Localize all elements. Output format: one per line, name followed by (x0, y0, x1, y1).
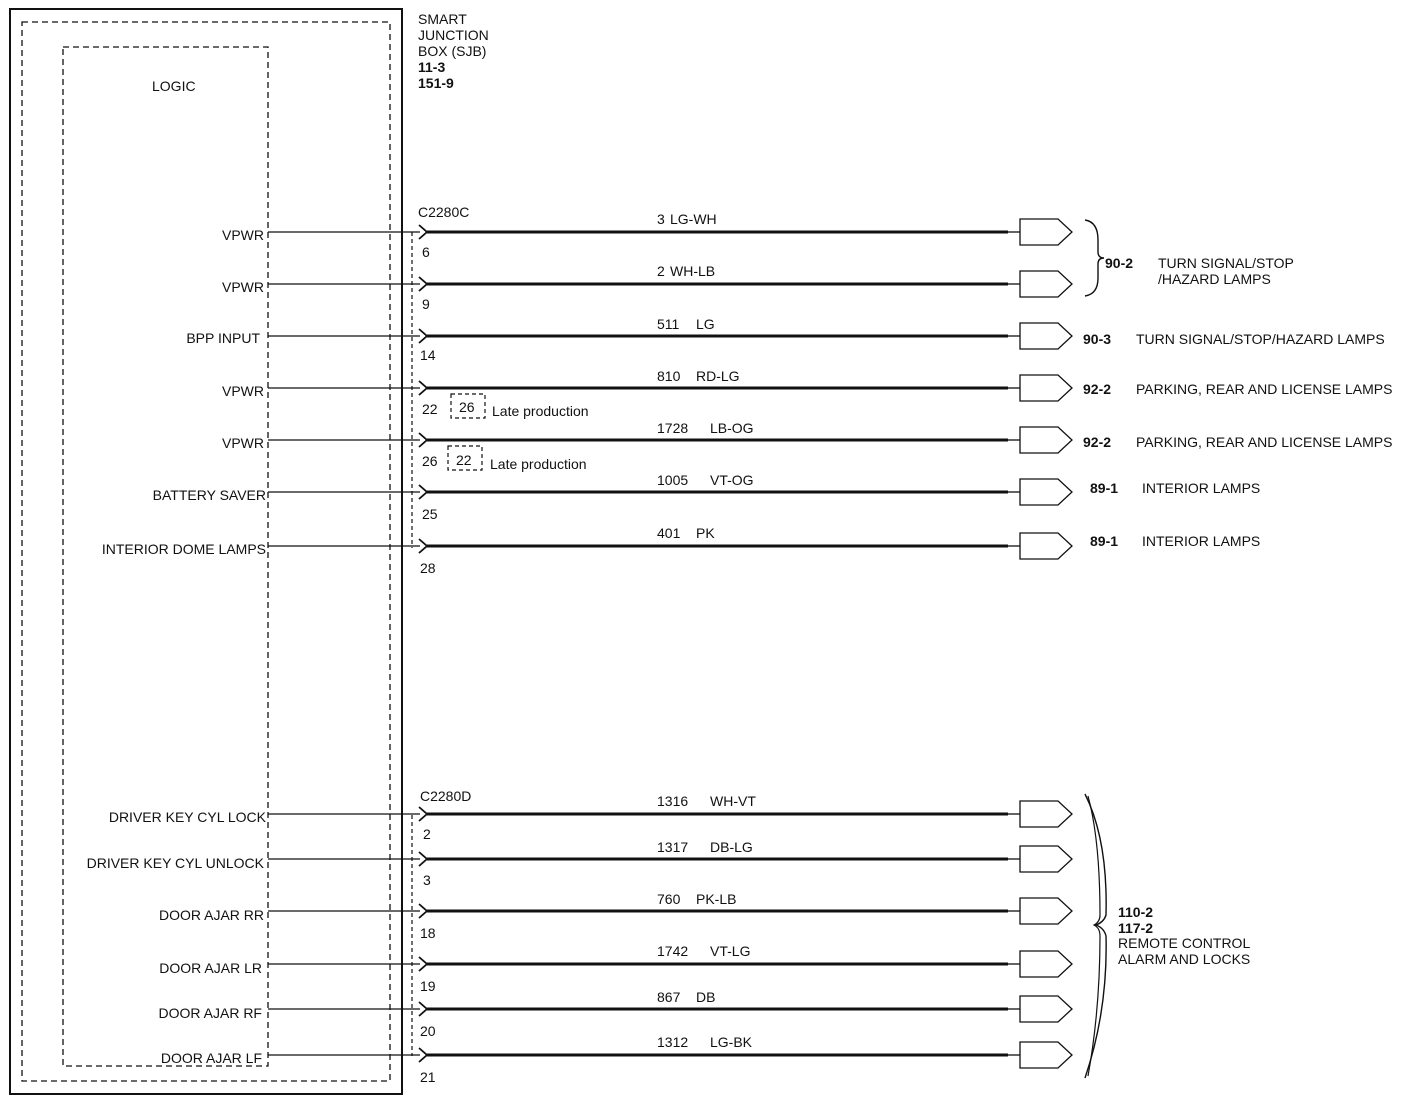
connector-name-c2280c: C2280C (418, 204, 470, 220)
destination-desc: PARKING, REAR AND LICENSE LAMPS (1136, 434, 1393, 450)
wire-c2280d-pin-2 (109, 793, 1072, 842)
wire-signal-label: VPWR (222, 227, 264, 243)
destination-desc: /HAZARD LAMPS (1158, 271, 1271, 287)
wire-signal-label: VPWR (222, 279, 264, 295)
pin-chevron-icon (419, 852, 427, 866)
destination-desc: INTERIOR LAMPS (1142, 480, 1261, 496)
wire-signal-label: DOOR AJAR RF (158, 1005, 262, 1021)
pin-chevron-icon (419, 277, 427, 291)
wire-circuit-number: 1742 (657, 943, 689, 959)
destination-92-2 (1083, 434, 1392, 450)
wire-signal-label: BPP INPUT (186, 330, 260, 346)
pin-chevron-icon (419, 485, 427, 499)
wire-circuit-number: 1005 (657, 472, 689, 488)
destination-desc: PARKING, REAR AND LICENSE LAMPS (1136, 381, 1393, 397)
alt-pin-note: Late production (490, 456, 587, 472)
wire-pin-number: 6 (422, 244, 430, 260)
wire-color-code: LB-OG (710, 420, 754, 436)
pin-chevron-icon (419, 1002, 427, 1016)
wire-signal-label: VPWR (222, 383, 264, 399)
wire-color-code: LG-WH (670, 211, 717, 227)
terminal-connector-icon (1020, 219, 1072, 245)
destination-ref: 117-2 (1118, 920, 1154, 936)
wire-c2280d-pin-21 (161, 1034, 1072, 1085)
wire-color-code: LG-BK (710, 1034, 753, 1050)
destination-ref: 89-1 (1090, 533, 1119, 549)
sjb-title-line: BOX (SJB) (418, 43, 487, 59)
destination-desc: TURN SIGNAL/STOP/HAZARD LAMPS (1136, 331, 1385, 347)
wire-color-code: LG (696, 316, 715, 332)
wire-c2280c-pin-6 (222, 211, 1072, 260)
terminal-connector-icon (1020, 427, 1072, 453)
wire-circuit-number: 867 (657, 989, 681, 1005)
wire-circuit-number: 1317 (657, 839, 689, 855)
wire-pin-number: 3 (423, 872, 431, 888)
destination-ref: 110-2 (1118, 904, 1154, 920)
pin-chevron-icon (419, 904, 427, 918)
destination-ref: 89-1 (1090, 480, 1119, 496)
wire-color-code: DB (696, 989, 716, 1005)
wire-pin-number: 26 (422, 453, 438, 469)
terminal-connector-icon (1020, 271, 1072, 297)
wire-pin-number: 9 (422, 296, 430, 312)
wire-c2280c-pin-9 (222, 263, 1072, 312)
brace-icon (1088, 796, 1100, 1076)
wire-pin-number: 28 (420, 560, 436, 576)
terminal-connector-icon (1020, 479, 1072, 505)
sjb-ref: 151-9 (418, 75, 454, 91)
wire-signal-label: DRIVER KEY CYL UNLOCK (86, 855, 264, 871)
wire-circuit-number: 3 (657, 211, 665, 227)
wire-color-code: WH-LB (670, 263, 716, 279)
wire-color-code: VT-OG (710, 472, 754, 488)
alt-pin-number: 22 (456, 452, 472, 468)
pin-chevron-icon (419, 433, 427, 447)
wire-c2280c-pin-22 (222, 368, 1072, 419)
sjb-title (418, 11, 489, 91)
alt-pin-number: 26 (459, 399, 475, 415)
destination-ref: 90-3 (1083, 331, 1112, 347)
terminal-connector-icon (1020, 533, 1072, 559)
wire-color-code: RD-LG (696, 368, 740, 384)
terminal-connector-icon (1020, 996, 1072, 1022)
wire-circuit-number: 1316 (657, 793, 689, 809)
pin-chevron-icon (419, 539, 427, 553)
wire-c2280d-pin-19 (159, 943, 1072, 994)
wire-color-code: DB-LG (710, 839, 753, 855)
wire-color-code: VT-LG (710, 943, 751, 959)
wire-circuit-number: 401 (657, 525, 681, 541)
terminal-connector-icon (1020, 951, 1072, 977)
destination-desc: TURN SIGNAL/STOP (1158, 255, 1294, 271)
destination-ref: 90-2 (1105, 255, 1134, 271)
pin-chevron-icon (419, 381, 427, 395)
connector-name-c2280d: C2280D (420, 788, 472, 804)
wire-signal-label: INTERIOR DOME LAMPS (101, 541, 266, 557)
terminal-connector-icon (1020, 375, 1072, 401)
destination-90-3 (1083, 331, 1385, 347)
wire-pin-number: 18 (420, 925, 436, 941)
logic-label: LOGIC (152, 78, 196, 94)
wire-c2280c-pin-28 (102, 525, 1072, 576)
pin-chevron-icon (419, 957, 427, 971)
wire-color-code: WH-VT (710, 793, 756, 809)
wire-circuit-number: 511 (657, 316, 680, 332)
wire-signal-label: DRIVER KEY CYL LOCK (108, 809, 266, 825)
destination-90-2 (1105, 255, 1294, 287)
destination-ref: 92-2 (1083, 381, 1112, 397)
wire-pin-number: 25 (422, 506, 438, 522)
wire-c2280d-pin-18 (159, 891, 1072, 941)
wire-circuit-number: 1728 (657, 420, 689, 436)
terminal-connector-icon (1020, 1042, 1072, 1068)
pin-chevron-icon (419, 225, 427, 239)
terminal-connector-icon (1020, 898, 1072, 924)
wire-pin-number: 22 (422, 401, 438, 417)
pin-chevron-icon (419, 807, 427, 821)
terminal-connector-icon (1020, 801, 1072, 827)
wire-c2280c-pin-14 (186, 316, 1072, 363)
wire-circuit-number: 2 (657, 263, 665, 279)
alt-pin-note: Late production (492, 403, 589, 419)
sjb-title-line: SMART (418, 11, 467, 27)
wire-signal-label: DOOR AJAR RR (158, 907, 264, 923)
pin-chevron-icon (419, 1048, 427, 1062)
destination-remote-control (1118, 904, 1250, 967)
brace-icon (1085, 220, 1104, 296)
terminal-connector-icon (1020, 323, 1072, 349)
terminal-connector-icon (1020, 846, 1072, 872)
wire-circuit-number: 1312 (657, 1034, 689, 1050)
wire-pin-number: 2 (423, 826, 431, 842)
wire-pin-number: 19 (420, 978, 436, 994)
destination-desc: INTERIOR LAMPS (1142, 533, 1261, 549)
destination-desc: ALARM AND LOCKS (1118, 951, 1251, 967)
destination-89-1 (1090, 533, 1260, 549)
wire-signal-label: VPWR (222, 435, 264, 451)
wire-circuit-number: 810 (657, 368, 681, 384)
wire-pin-number: 21 (420, 1069, 436, 1085)
wire-signal-label: DOOR AJAR LF (160, 1050, 262, 1066)
wire-pin-number: 14 (420, 347, 436, 363)
destination-92-2 (1083, 381, 1392, 397)
sjb-title-line: JUNCTION (418, 27, 489, 43)
wire-signal-label: BATTERY SAVER (152, 487, 266, 503)
wire-color-code: PK-LB (696, 891, 737, 907)
destination-desc: REMOTE CONTROL (1118, 935, 1251, 951)
wire-c2280c-pin-26 (222, 420, 1072, 472)
wire-c2280c-pin-25 (153, 472, 1072, 522)
wire-c2280d-pin-20 (159, 989, 1072, 1039)
wire-c2280d-pin-3 (87, 839, 1072, 888)
sjb-ref: 11-3 (418, 59, 446, 75)
wire-color-code: PK (696, 525, 715, 541)
pin-chevron-icon (419, 329, 427, 343)
wire-circuit-number: 760 (657, 891, 681, 907)
destination-89-1 (1090, 480, 1260, 496)
wire-pin-number: 20 (420, 1023, 436, 1039)
wire-signal-label: DOOR AJAR LR (159, 960, 262, 976)
destination-ref: 92-2 (1083, 434, 1112, 450)
